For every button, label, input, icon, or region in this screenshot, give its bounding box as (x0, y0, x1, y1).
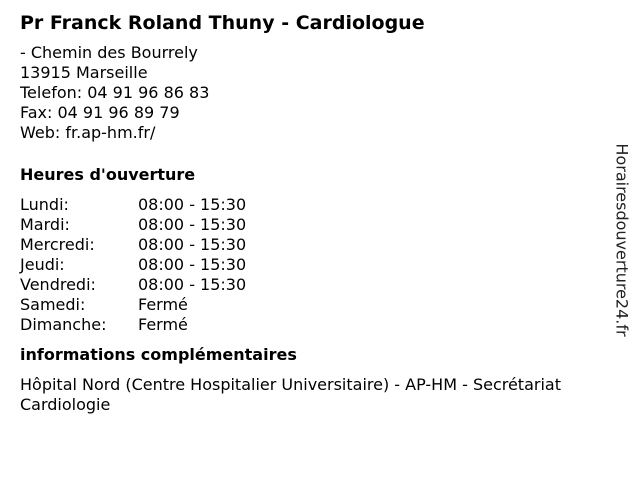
hours-day: Dimanche: (20, 315, 107, 334)
hours-time: 08:00 - 15:30 (138, 255, 247, 274)
fax-number: Fax: 04 91 96 89 79 (20, 103, 180, 122)
hours-row (20, 315, 610, 335)
hours-time: Fermé (138, 295, 188, 314)
hours-day: Lundi: (20, 195, 69, 214)
hours-time: 08:00 - 15:30 (138, 275, 247, 294)
hours-row (20, 275, 610, 295)
info-heading: informations complémentaires (20, 345, 297, 364)
address-city: 13915 Marseille (20, 63, 148, 82)
hours-row (20, 235, 610, 255)
page-title: Pr Franck Roland Thuny - Cardiologue (20, 12, 425, 34)
hours-day: Jeudi: (20, 255, 65, 274)
hours-day: Mercredi: (20, 235, 95, 254)
site-watermark: Horairesdouverture24.fr (612, 143, 632, 337)
listing-content (20, 10, 610, 415)
hours-time: 08:00 - 15:30 (138, 195, 247, 214)
address-street: - Chemin des Bourrely (20, 43, 198, 62)
phone-number[interactable]: Telefon: 04 91 96 86 83 (20, 83, 210, 102)
website-link[interactable]: Web: fr.ap-hm.fr/ (20, 123, 156, 142)
hours-row (20, 215, 610, 235)
hours-day: Samedi: (20, 295, 86, 314)
hours-heading: Heures d'ouverture (20, 165, 196, 184)
hours-day: Mardi: (20, 215, 70, 234)
hours-row (20, 295, 610, 315)
hours-table (20, 195, 610, 335)
hours-time: 08:00 - 15:30 (138, 235, 247, 254)
hours-row (20, 255, 610, 275)
hours-time: Fermé (138, 315, 188, 334)
address-block (20, 43, 610, 143)
hours-time: 08:00 - 15:30 (138, 215, 247, 234)
info-text: Hôpital Nord (Centre Hospitalier Universitaire) - AP-HM - Secrétariat Cardiologie (20, 375, 561, 414)
hours-day: Vendredi: (20, 275, 96, 294)
hours-row (20, 195, 610, 215)
